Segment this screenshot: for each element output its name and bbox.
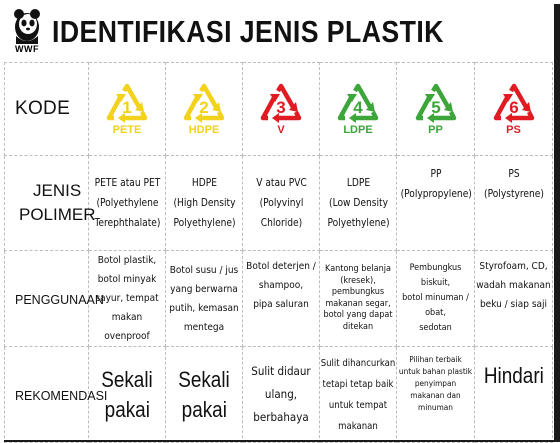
rekomendasi-cell	[166, 347, 243, 443]
cell-line: untuk bahan plastik	[398, 366, 473, 376]
cell-line: biskuit,	[420, 278, 451, 288]
code-cell	[243, 63, 320, 156]
cell-line: beku / siap saji	[479, 299, 548, 310]
cell-line: (Polystyrene)	[483, 187, 544, 200]
penggunaan-cell	[243, 251, 320, 347]
row-jenis-polimer	[5, 156, 553, 251]
cell-line: botol minyak	[97, 274, 157, 285]
code-abbr: LDPE	[343, 124, 373, 136]
cell-line: PETE atau PET	[94, 176, 160, 189]
panda-icon	[8, 6, 46, 44]
cell-line: Pembungkus	[409, 263, 462, 273]
cell-line: sayur, tempat	[95, 293, 159, 304]
cell-line: botol minuman /	[402, 293, 469, 303]
cell-line: penyimpan	[414, 378, 457, 388]
code-abbr: HDPE	[188, 124, 220, 136]
cell-line: Sulit dihancurkan	[320, 357, 396, 369]
row-label-kode	[5, 63, 89, 156]
cell-line: wadah makanan	[476, 280, 551, 291]
cell-line: Chloride)	[260, 216, 302, 229]
cell-line: tetapi tetap baik	[322, 378, 394, 390]
cell-line: makanan dan	[410, 390, 461, 400]
cell-line: Botol deterjen /	[246, 261, 316, 272]
jenis-cell	[478, 156, 550, 251]
cell-line: Hindari	[483, 363, 544, 388]
cell-line: Polyethylene)	[172, 216, 236, 229]
jenis-label-line1: JENIS	[33, 181, 82, 200]
jenis-cell	[323, 156, 394, 251]
cell-line: ditekan	[342, 321, 374, 332]
cell-line: Terephthalate)	[94, 216, 160, 229]
cell-line: Botol plastik,	[97, 255, 157, 266]
cell-line: untuk tempat	[328, 399, 388, 411]
cell-line: PP	[430, 167, 441, 180]
code-cell	[166, 63, 243, 156]
recycle-triangle-icon	[413, 82, 459, 126]
cell-line: botol yang dapat	[323, 310, 393, 320]
cell-line: (Polypropylene)	[400, 187, 472, 200]
cell-line: Sulit didaur	[251, 364, 311, 378]
code-cell	[320, 63, 397, 156]
cell-line: putih, kemasan	[169, 302, 239, 314]
row-rekomendasi	[5, 347, 553, 443]
code-number: 5	[430, 98, 441, 117]
code-number: 2	[199, 98, 209, 117]
cell-line: HDPE	[191, 176, 217, 189]
penggunaan-cell	[166, 251, 243, 347]
jenis-label-line2: POLIMER	[19, 205, 96, 224]
cell-line: Botol susu / jus	[169, 264, 239, 276]
cell-line: (Low Density	[328, 196, 388, 209]
cell-line: Kantong belanja	[325, 264, 391, 274]
cell-line: Sekali	[101, 366, 153, 392]
cell-line: pakai	[104, 396, 150, 422]
recycle-triangle-icon	[491, 82, 537, 126]
code-cell	[397, 63, 475, 156]
code-abbr: PETE	[112, 124, 142, 136]
code-cell	[89, 63, 166, 156]
cell-line: Pilihan terbaik	[409, 354, 462, 364]
wwf-logo	[8, 6, 46, 56]
cell-line: yang berwarna	[170, 283, 238, 295]
code-number: 4	[353, 98, 363, 117]
row-label-rekomendasi	[5, 347, 108, 443]
jenis-cell	[400, 156, 472, 251]
penggunaan-label: PENGGUNAAN	[15, 293, 104, 307]
penggunaan-cell	[397, 251, 475, 347]
cell-line: (kresek),	[340, 275, 376, 286]
penggunaan-cell	[320, 251, 397, 347]
rekomendasi-cell	[243, 347, 320, 443]
jenis-cell	[169, 156, 240, 251]
cell-line: mentega	[183, 321, 225, 333]
penggunaan-cell	[89, 251, 166, 347]
code-cell	[475, 63, 553, 156]
rekomendasi-cell	[397, 347, 475, 443]
recycle-triangle-icon	[258, 82, 304, 126]
row-penggunaan	[5, 251, 553, 347]
cell-line: minuman	[418, 402, 453, 412]
cell-line: Sekali	[178, 366, 230, 392]
rekomendasi-cell	[89, 347, 166, 443]
code-number: 3	[276, 98, 286, 117]
code-abbr: PS	[506, 124, 521, 136]
page-shadow-right	[554, 4, 560, 442]
cell-line: ulang,	[264, 387, 298, 401]
cell-line: sedotan	[419, 323, 452, 333]
cell-line: LDPE	[346, 176, 370, 189]
header	[0, 0, 554, 62]
recycle-triangle-icon	[181, 82, 227, 126]
code-abbr: PP	[428, 124, 443, 136]
cell-line: makan ovenproof	[104, 312, 150, 342]
cell-line: pipa saluran	[253, 299, 309, 310]
recycle-triangle-icon	[104, 82, 150, 126]
rekomendasi-cell	[475, 347, 553, 443]
cell-line: makanan segar,	[325, 298, 391, 309]
kode-label: KODE	[15, 98, 71, 119]
cell-line: berbahaya	[253, 410, 309, 424]
rekomendasi-label: REKOMENDASI	[15, 389, 108, 403]
cell-line: (Polyethylene	[95, 196, 159, 209]
cell-line: pakai	[181, 396, 227, 422]
cell-line: (High Density	[172, 196, 235, 209]
recycle-triangle-icon	[335, 82, 381, 126]
cell-line: shampoo,	[258, 280, 304, 291]
row-label-jenis	[5, 156, 96, 251]
plastic-table	[4, 62, 553, 443]
logo-text: WWF	[15, 44, 39, 54]
cell-line: (Polyvinyl	[259, 196, 303, 209]
cell-line: PS	[507, 167, 520, 180]
jenis-cell	[92, 156, 163, 251]
jenis-cell	[246, 156, 317, 251]
cell-line: V atau PVC	[255, 176, 307, 189]
rekomendasi-cell	[320, 347, 397, 443]
cell-line: pembungkus	[331, 287, 385, 297]
page-title: IDENTIFIKASI JENIS PLASTIK	[52, 14, 444, 49]
row-kode	[5, 63, 553, 156]
code-abbr: V	[277, 124, 285, 136]
code-number: 6	[508, 98, 519, 117]
cell-line: Polyethylene)	[326, 216, 390, 229]
cell-line: obat,	[425, 308, 446, 318]
code-number: 1	[122, 98, 132, 117]
row-label-penggunaan	[5, 251, 104, 347]
cell-line: Styrofoam, CD,	[479, 261, 548, 272]
cell-line: makanan	[338, 420, 378, 432]
penggunaan-cell	[475, 251, 553, 347]
